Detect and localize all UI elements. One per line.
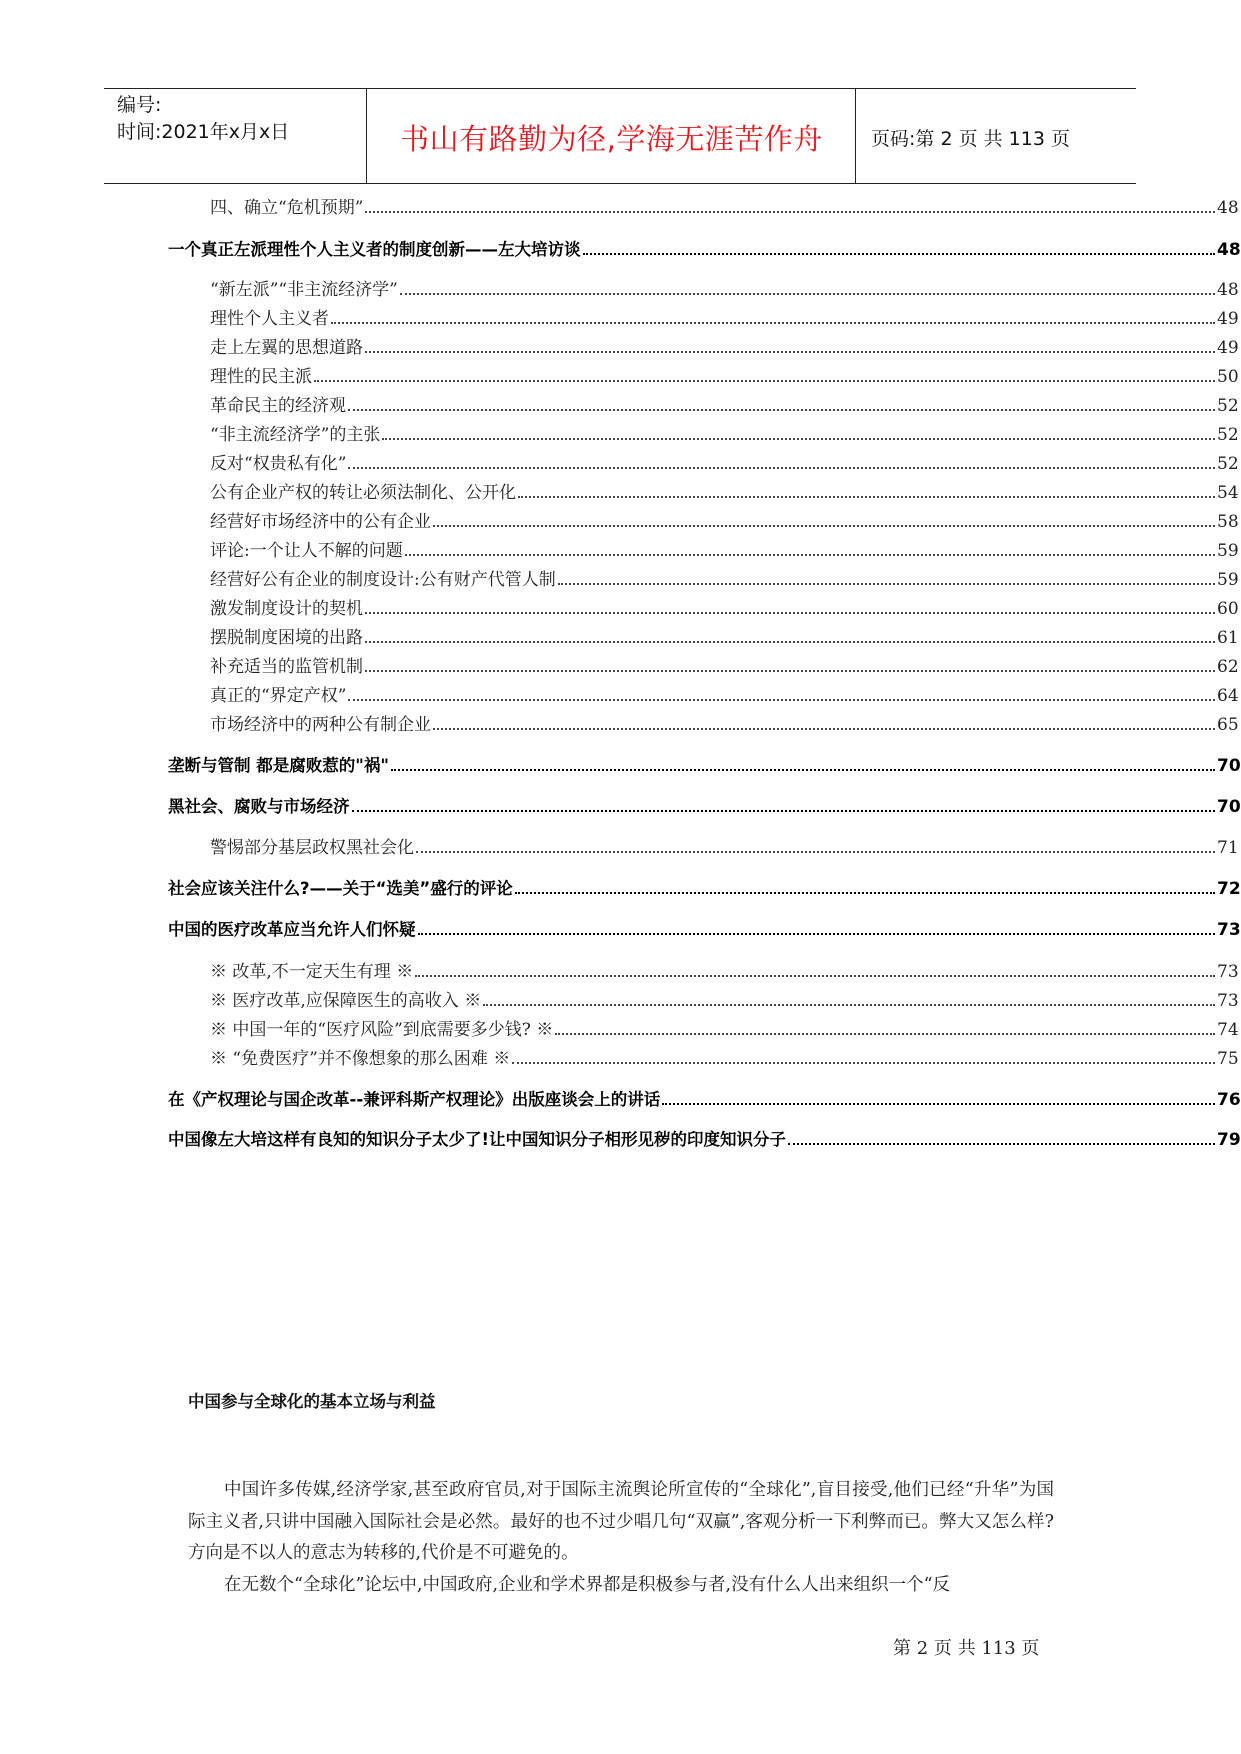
toc-entry-section[interactable] — [188, 830, 1241, 858]
toc-entry-page: 64 — [1217, 686, 1239, 706]
toc-entry-title: 四、确立“危机预期” — [210, 198, 364, 218]
toc-leader-dots — [662, 1102, 1215, 1105]
toc-entry-title: 黑社会、腐败与市场经济 — [168, 797, 350, 816]
toc-entry-title: 中国像左大培这样有良知的知识分子太少了!让中国知识分子相形见秽的印度知识分子 — [168, 1130, 787, 1149]
section-title: 中国参与全球化的基本立场与利益 — [188, 1392, 436, 1411]
toc-entry-title: 理性个人主义者 — [210, 309, 329, 329]
toc-entry-section[interactable] — [188, 562, 1241, 590]
toc-entry-title: 在《产权理论与国企改革--兼评科斯产权理论》出版座谈会上的讲话 — [168, 1090, 661, 1109]
toc-entry-chapter[interactable] — [168, 1122, 1241, 1150]
toc-entry-title: ※ 医疗改革,应保障医生的高收入 ※ — [210, 991, 482, 1011]
toc-leader-dots — [583, 252, 1216, 255]
toc-entry-page: 59 — [1217, 570, 1239, 590]
toc-leader-dots — [391, 768, 1215, 771]
toc-entry-page: 52 — [1217, 396, 1239, 416]
body-text — [188, 1475, 1054, 1601]
toc-entry-page: 58 — [1217, 512, 1239, 532]
toc-entry-section[interactable] — [188, 504, 1241, 532]
toc-entry-section[interactable] — [188, 1041, 1241, 1069]
toc-entry-title: 一个真正左派理性个人主义者的制度创新——左大培访谈 — [168, 240, 581, 259]
toc-leader-dots — [365, 350, 1215, 353]
toc-entry-page: 61 — [1217, 628, 1239, 648]
toc-entry-title: “非主流经济学”的主张 — [210, 425, 381, 445]
toc-leader-dots — [405, 553, 1215, 556]
toc-leader-dots — [314, 379, 1215, 382]
toc-entry-title: “新左派”“非主流经济学” — [210, 280, 398, 300]
toc-entry-section[interactable] — [188, 359, 1241, 387]
toc-entry-title: 公有企业产权的转让必须法制化、公开化 — [210, 483, 516, 503]
toc-leader-dots — [365, 640, 1215, 643]
toc-entry-section[interactable] — [188, 707, 1241, 735]
toc-entry-section[interactable] — [188, 983, 1241, 1011]
toc-entry-page: 65 — [1217, 715, 1239, 735]
toc-entry-page: 48 — [1217, 280, 1239, 300]
toc-leader-dots — [555, 1032, 1215, 1035]
toc-entry-page: 73 — [1217, 962, 1239, 982]
toc-entry-page: 49 — [1217, 338, 1239, 358]
toc-entry-title: 激发制度设计的契机 — [210, 599, 363, 619]
toc-leader-dots — [515, 891, 1215, 894]
toc-entry-page: 59 — [1217, 541, 1239, 561]
body-paragraph: 在无数个“全球化”论坛中,中国政府,企业和学术界都是积极参与者,没有什么人出来组织一个“反 — [224, 1574, 951, 1595]
toc-entry-page: 52 — [1217, 454, 1239, 474]
header-motto-cell — [368, 89, 856, 183]
toc-entry-title: ※ 改革,不一定天生有理 ※ — [210, 962, 414, 982]
toc-entry-page: 70 — [1217, 797, 1241, 817]
toc-entry-title: ※ “免费医疗”并不像想象的那么困难 ※ — [210, 1049, 511, 1069]
toc-entry-section[interactable] — [188, 272, 1241, 300]
toc-entry-section[interactable] — [188, 388, 1241, 416]
toc-entry-title: 摆脱制度困境的出路 — [210, 628, 363, 648]
toc-entry-section[interactable] — [188, 591, 1241, 619]
toc-leader-dots — [382, 437, 1215, 440]
toc-entry-title: 经营好市场经济中的公有企业 — [210, 512, 431, 532]
toc-entry-page: 73 — [1217, 991, 1239, 1011]
header-meta-cell — [104, 89, 367, 183]
header-motto: 书山有路勤为径,学海无涯苦作舟 — [400, 121, 823, 156]
document-time-label: 时间:2021年x月x日 — [117, 121, 290, 143]
toc-entry-chapter[interactable] — [168, 748, 1241, 776]
toc-entry-chapter[interactable] — [168, 871, 1241, 899]
toc-leader-dots — [365, 611, 1215, 614]
toc-entry-page: 54 — [1217, 483, 1239, 503]
toc-leader-dots — [400, 292, 1215, 295]
toc-entry-section[interactable] — [188, 190, 1241, 218]
toc-entry-title: 评论:一个让人不解的问题 — [210, 541, 403, 561]
toc-entry-title: 警惕部分基层政权黑社会化 — [210, 838, 414, 858]
toc-leader-dots — [365, 210, 1215, 213]
toc-entry-chapter[interactable] — [168, 1082, 1241, 1110]
toc-leader-dots — [331, 321, 1215, 324]
toc-entry-title: 真正的“界定产权” — [210, 686, 347, 706]
toc-entry-page: 75 — [1217, 1049, 1239, 1069]
toc-entry-section[interactable] — [188, 620, 1241, 648]
toc-entry-page: 71 — [1217, 838, 1239, 858]
toc-entry-section[interactable] — [188, 301, 1241, 329]
toc-entry-page: 60 — [1217, 599, 1239, 619]
toc-leader-dots — [483, 1003, 1215, 1006]
header-page-number: 页码:第 2 页 共 113 页 — [871, 128, 1070, 150]
toc-entry-section[interactable] — [188, 954, 1241, 982]
toc-entry-chapter[interactable] — [168, 232, 1241, 260]
toc-entry-title: 市场经济中的两种公有制企业 — [210, 715, 431, 735]
toc-entry-section[interactable] — [188, 417, 1241, 445]
toc-entry-page: 49 — [1217, 309, 1239, 329]
toc-entry-section[interactable] — [188, 475, 1241, 503]
toc-leader-dots — [348, 408, 1215, 411]
toc-entry-page: 48 — [1217, 240, 1241, 260]
toc-entry-title: 补充适当的监管机制 — [210, 657, 363, 677]
toc-entry-page: 52 — [1217, 425, 1239, 445]
page-header — [104, 88, 1136, 184]
toc-entry-section[interactable] — [188, 678, 1241, 706]
toc-entry-page: 73 — [1217, 920, 1241, 940]
toc-leader-dots — [416, 850, 1215, 853]
toc-leader-dots — [352, 809, 1216, 812]
toc-entry-page: 50 — [1217, 367, 1239, 387]
toc-entry-section[interactable] — [188, 1012, 1241, 1040]
toc-entry-page: 76 — [1217, 1090, 1241, 1110]
toc-leader-dots — [365, 669, 1215, 672]
toc-entry-page: 62 — [1217, 657, 1239, 677]
toc-entry-title: 社会应该关注什么?——关于“选美”盛行的评论 — [168, 879, 513, 898]
toc-leader-dots — [518, 495, 1215, 498]
toc-entry-title: 垄断与管制 都是腐败惹的"祸" — [168, 756, 389, 775]
toc-entry-page: 72 — [1217, 879, 1241, 899]
toc-entry-page: 74 — [1217, 1020, 1239, 1040]
toc-entry-section[interactable] — [188, 533, 1241, 561]
toc-leader-dots — [348, 466, 1215, 469]
toc-entry-title: 经营好公有企业的制度设计:公有财产代管人制 — [210, 570, 556, 590]
toc-entry-page: 70 — [1217, 756, 1241, 776]
toc-leader-dots — [433, 524, 1215, 527]
page-footer: 第 2 页 共 113 页 — [893, 1638, 1040, 1659]
toc-entry-title: 理性的民主派 — [210, 367, 312, 387]
toc-leader-dots — [433, 727, 1215, 730]
toc-entry-page: 48 — [1217, 198, 1239, 218]
document-number-label: 编号: — [117, 94, 162, 116]
toc-entry-chapter[interactable] — [168, 912, 1241, 940]
toc-entry-section[interactable] — [188, 330, 1241, 358]
toc-entry-title: ※ 中国一年的“医疗风险”到底需要多少钱? ※ — [210, 1020, 554, 1040]
toc-leader-dots — [512, 1061, 1215, 1064]
body-paragraph: 中国许多传媒,经济学家,甚至政府官员,对于国际主流舆论所宣传的“全球化”,盲目接受,他们已经“升华”为国际主义者,只讲中国融入国际社会是必然。最好的也不过少唱几句“双赢”,客观分析一下利弊而已。弊大又怎么样?方向是不以人的意志为转移的,代价是不可避免的。 — [188, 1480, 1054, 1563]
header-page-cell — [857, 89, 1136, 183]
toc-leader-dots — [558, 582, 1215, 585]
toc-entry-title: 走上左翼的思想道路 — [210, 338, 363, 358]
toc-leader-dots — [415, 974, 1215, 977]
toc-entry-chapter[interactable] — [168, 789, 1241, 817]
toc-leader-dots — [788, 1142, 1215, 1145]
toc-leader-dots — [348, 698, 1215, 701]
toc-entry-title: 反对“权贵私有化” — [210, 454, 347, 474]
toc-entry-title: 革命民主的经济观 — [210, 396, 346, 416]
toc-leader-dots — [418, 932, 1216, 935]
toc-entry-title: 中国的医疗改革应当允许人们怀疑 — [168, 920, 416, 939]
toc-entry-section[interactable] — [188, 649, 1241, 677]
toc-entry-page: 79 — [1217, 1130, 1241, 1150]
toc-entry-section[interactable] — [188, 446, 1241, 474]
